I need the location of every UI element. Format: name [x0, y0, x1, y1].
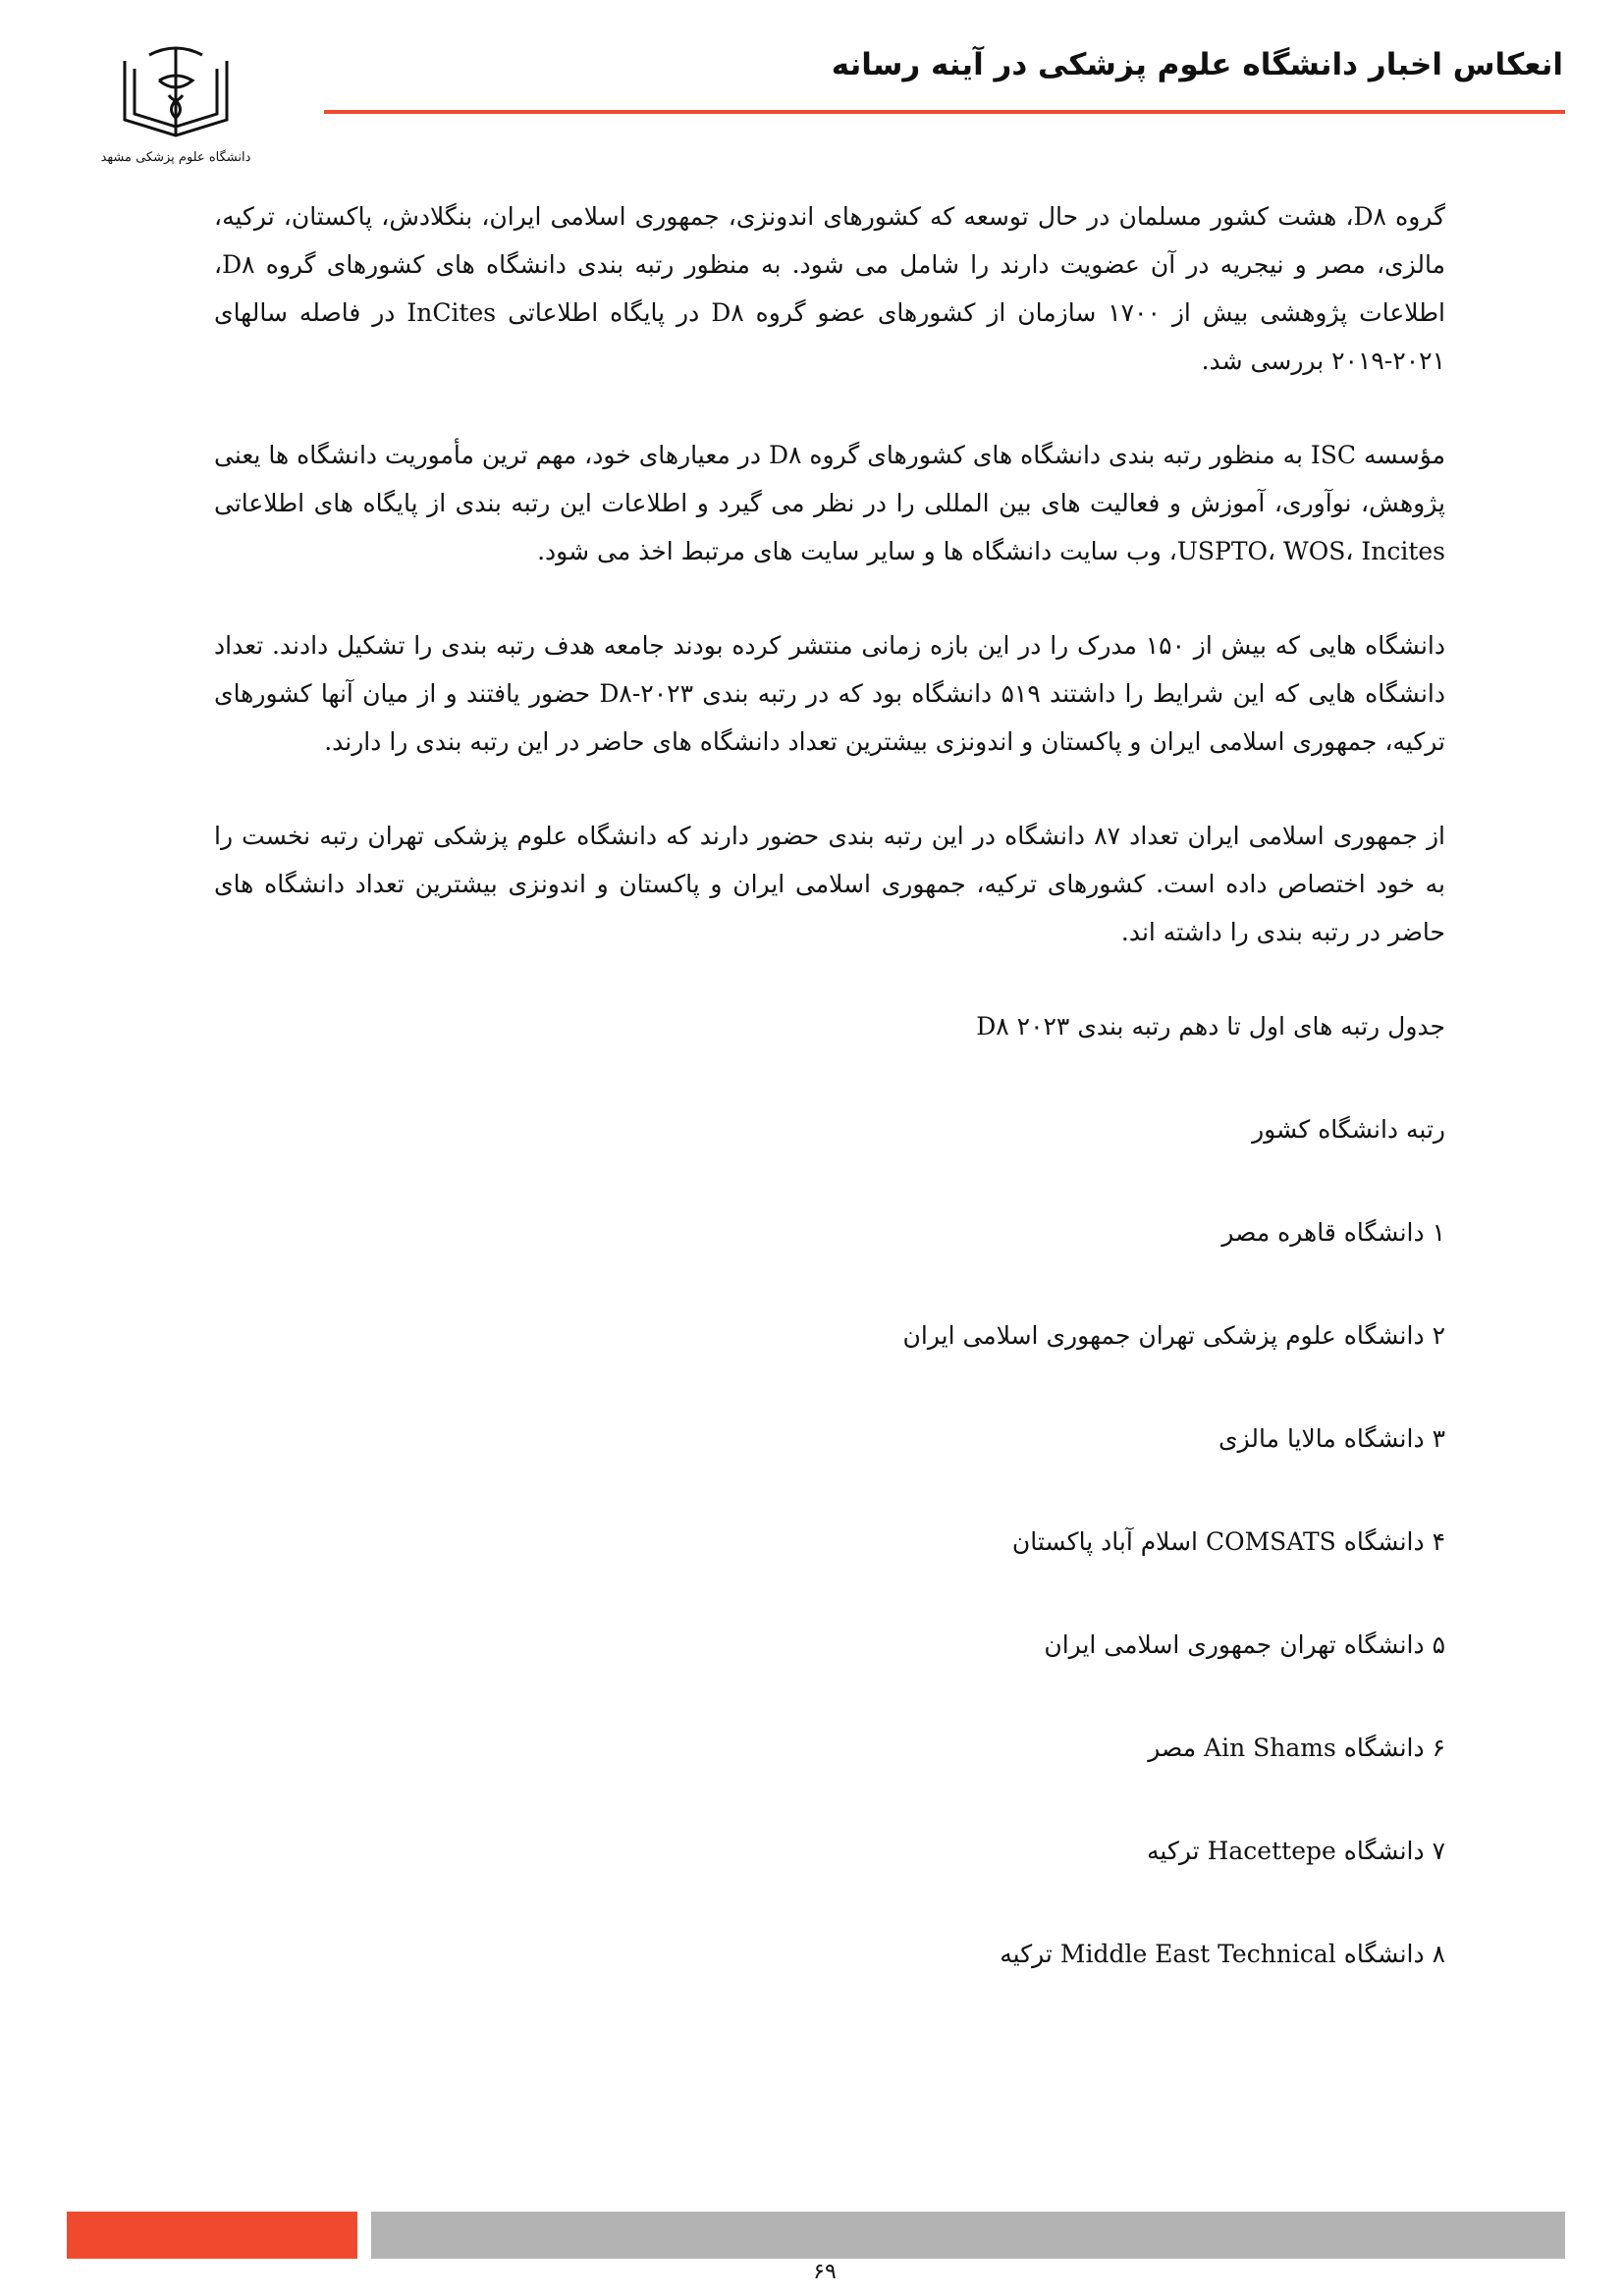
paragraph-1: گروه D۸، هشت کشور مسلمان در حال توسعه که کشورهای اندونزی، جمهوری اسلامی ایران، بنگلادش، پاکستان، ترکیه، مالزی، مصر و نیجریه در آن عضویت دارند را شامل می شود. به منظور رتبه بندی دانشگاه های کشورهای گروه D۸، اطلاعات پژوهشی بیش از ۱۷۰۰ سازمان از کشورهای عضو گروه D۸ در پایگاه اطلاعاتی InCites در فاصله سالهای ۲۰۲۱-۲۰۱۹ بررسی شد.: [214, 202, 1445, 375]
rank-number: ۱: [1432, 1218, 1445, 1247]
university-logo: [100, 41, 251, 169]
page-number: ۶۹: [813, 2260, 837, 2284]
ranking-row: [214, 1518, 1445, 1566]
rank-entry: دانشگاه Ain Shams مصر: [1148, 1734, 1425, 1762]
rank-entry: دانشگاه علوم پزشکی تهران جمهوری اسلامی ایران: [902, 1321, 1425, 1350]
paragraph-3: دانشگاه هایی که بیش از ۱۵۰ مدرک را در این بازه زمانی منتشر کرده بودند جامعه هدف رتبه بندی را تشکیل دادند. تعداد دانشگاه هایی که این شرایط را داشتند ۵۱۹ دانشگاه بود که در رتبه بندی D۸-۲۰۲۳ حضور یافتند و از میان آنها کشورهای ترکیه، جمهوری اسلامی ایران و پاکستان و اندونزی بیشترین تعداد دانشگاه های حاضر در این رتبه بندی را دارند.: [214, 631, 1446, 756]
rank-number: ۸: [1432, 1940, 1445, 1968]
ranking-row: [214, 1415, 1445, 1463]
rank-number: ۷: [1432, 1837, 1445, 1865]
rank-entry: دانشگاه تهران جمهوری اسلامی ایران: [1044, 1630, 1425, 1659]
ranking-row: [214, 1724, 1445, 1772]
ranking-row: [214, 1827, 1445, 1875]
header-title: انعکاس اخبار دانشگاه علوم پزشکی در آینه رسانه: [831, 47, 1563, 82]
rank-entry: دانشگاه قاهره مصر: [1221, 1218, 1425, 1247]
rank-entry: دانشگاه Hacettepe ترکیه: [1147, 1837, 1425, 1865]
footer-gray-bar: [371, 2212, 1565, 2259]
ranking-row: [214, 1311, 1445, 1360]
footer-red-bar: [67, 2212, 357, 2259]
rank-number: ۶: [1432, 1734, 1445, 1762]
header-rule: [324, 110, 1565, 114]
rank-entry: دانشگاه COMSATS اسلام آباد پاکستان: [1011, 1527, 1425, 1556]
logo-caption: دانشگاه علوم پزشکی مشهد: [100, 150, 251, 165]
table-header: رتبه دانشگاه کشور: [1252, 1115, 1445, 1144]
rank-entry: دانشگاه Middle East Technical ترکیه: [1000, 1940, 1425, 1968]
paragraph-4: از جمهوری اسلامی ایران تعداد ۸۷ دانشگاه در این رتبه بندی حضور دارند که دانشگاه علوم پزشکی تهران رتبه نخست را به خود اختصاص داده است. کشورهای ترکیه، جمهوری اسلامی ایران و پاکستان و اندونزی بیشترین تعداد دانشگاه های حاضر در رتبه بندی را داشته اند.: [214, 822, 1445, 946]
rank-number: ۵: [1432, 1630, 1445, 1659]
ranking-row: [214, 1930, 1445, 1978]
rank-number: ۴: [1432, 1527, 1445, 1556]
ranking-row: [214, 1621, 1445, 1669]
rank-number: ۲: [1432, 1321, 1445, 1350]
table-caption: جدول رتبه های اول تا دهم رتبه بندی D۸ ۲۰۲۳: [976, 1012, 1445, 1041]
article-body: [214, 192, 1445, 2033]
ranking-row: [214, 1208, 1445, 1256]
rank-number: ۳: [1432, 1424, 1445, 1453]
rank-entry: دانشگاه مالایا مالزی: [1218, 1424, 1425, 1453]
paragraph-2: مؤسسه ISC به منظور رتبه بندی دانشگاه های کشورهای گروه D۸ در معیارهای خود، مهم ترین مأموریت دانشگاه ها یعنی پژوهش، نوآوری، آموزش و فعالیت های بین المللی را در نظر می گیرد و اطلاعات این رتبه بندی از پایگاه های اطلاعاتی USPTO، WOS، Incites، وب سایت دانشگاه ها و سایر سایت های مرتبط اخذ می شود.: [214, 441, 1446, 565]
